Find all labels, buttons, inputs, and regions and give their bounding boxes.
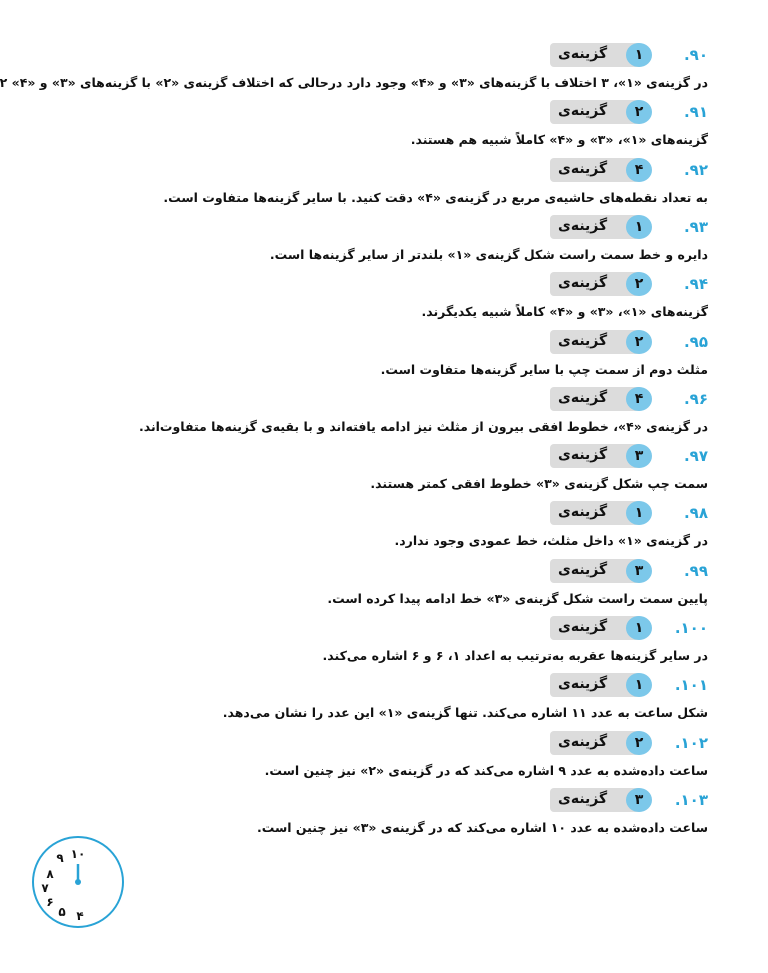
- option-badge: [550, 215, 650, 239]
- option-badge-label: گزینه‌ی: [558, 390, 608, 406]
- clock-numeral-8: ۸: [46, 867, 54, 881]
- option-number: ۴: [626, 158, 652, 182]
- option-number: ۲: [626, 731, 652, 755]
- option-badge-label: گزینه‌ی: [558, 46, 608, 62]
- answer-header: [550, 730, 708, 756]
- answer-header: [550, 500, 708, 526]
- option-badge: [550, 43, 650, 67]
- answer-explanation: سمت چپ شکل گزینه‌ی «۳» خطوط افقی کمتر هستند.: [370, 476, 708, 491]
- option-number: ۱: [626, 673, 652, 697]
- clock-numeral-6: ۶: [46, 895, 54, 909]
- answer-explanation: در سایر گزینه‌ها عقربه به‌ترتیب به اعداد ۱، ۶ و ۶ اشاره می‌کند.: [322, 648, 708, 663]
- option-badge-label: گزینه‌ی: [558, 791, 608, 807]
- option-badge: [550, 272, 650, 296]
- question-number: .۹۱: [683, 103, 708, 121]
- answer-header: [550, 787, 708, 813]
- answer-header: [550, 157, 708, 183]
- answer-explanation: دایره و خط سمت راست شکل گزینه‌ی «۱» بلندتر از سایر گزینه‌ها است.: [269, 247, 708, 262]
- answer-explanation: شکل ساعت به عدد ۱۱ اشاره می‌کند. تنها گزینه‌ی «۱» این عدد را نشان می‌دهد.: [222, 705, 708, 720]
- question-number: .۱۰۳: [674, 791, 708, 809]
- answer-explanation: ساعت داده‌شده به عدد ۱۰ اشاره می‌کند که در گزینه‌ی «۳» نیز چنین است.: [257, 820, 708, 835]
- answer-header: [550, 615, 708, 641]
- option-badge-label: گزینه‌ی: [558, 103, 608, 119]
- answer-explanation: در گزینه‌ی «۱» داخل مثلث، خط عمودی وجود ندارد.: [394, 533, 708, 548]
- option-number: ۱: [626, 616, 652, 640]
- answer-header: [550, 443, 708, 469]
- clock-center: [75, 879, 81, 885]
- clock-figure: [30, 834, 126, 930]
- answer-header: [550, 42, 708, 68]
- clock-numeral-10: ۱۰: [70, 847, 86, 861]
- question-number: .۹۹: [683, 562, 708, 580]
- question-number: .۹۶: [683, 390, 708, 408]
- option-number: ۲: [626, 100, 652, 124]
- answer-explanation: گزینه‌های «۱»، «۳» و «۴» کاملاً شبیه یکدیگرند.: [421, 304, 708, 319]
- question-number: .۹۴: [683, 275, 708, 293]
- option-badge-label: گزینه‌ی: [558, 676, 608, 692]
- option-badge: [550, 501, 650, 525]
- question-number: .۹۵: [683, 333, 708, 351]
- option-badge: [550, 616, 650, 640]
- option-number: ۱: [626, 501, 652, 525]
- question-number: .۹۷: [683, 447, 708, 465]
- question-number: .۹۰: [683, 46, 708, 64]
- answer-header: [550, 386, 708, 412]
- answer-explanation: به تعداد نقطه‌های حاشیه‌ی مربع در گزینه‌ی «۴» دقت کنید. با سایر گزینه‌ها متفاوت است.: [163, 190, 708, 205]
- option-number: ۱: [626, 43, 652, 67]
- option-badge: [550, 158, 650, 182]
- option-badge-label: گزینه‌ی: [558, 275, 608, 291]
- answer-header: [550, 99, 708, 125]
- question-number: .۹۲: [683, 161, 708, 179]
- answer-header: [550, 214, 708, 240]
- question-number: .۹۸: [683, 504, 708, 522]
- answer-explanation: پایین سمت راست شکل گزینه‌ی «۳» خط ادامه پیدا کرده است.: [327, 591, 708, 606]
- clock-numeral-7: ۷: [41, 881, 49, 895]
- answer-explanation: گزینه‌های «۱»، «۳» و «۴» کاملاً شبیه هم هستند.: [410, 132, 708, 147]
- question-number: .۱۰۲: [674, 734, 708, 752]
- option-badge-label: گزینه‌ی: [558, 218, 608, 234]
- question-number: .۹۳: [683, 218, 708, 236]
- answer-header: [550, 329, 708, 355]
- answer-explanation: ساعت داده‌شده به عدد ۹ اشاره می‌کند که در گزینه‌ی «۲» نیز چنین است.: [264, 763, 708, 778]
- clock-numeral-9: ۹: [56, 851, 64, 865]
- option-number: ۳: [626, 788, 652, 812]
- option-number: ۳: [626, 444, 652, 468]
- option-number: ۲: [626, 272, 652, 296]
- clock-numeral-5: ۵: [58, 905, 66, 919]
- option-badge-label: گزینه‌ی: [558, 504, 608, 520]
- clock-numeral-4: ۴: [76, 909, 84, 923]
- option-number: ۱: [626, 215, 652, 239]
- option-badge: [550, 788, 650, 812]
- option-number: ۲: [626, 330, 652, 354]
- option-badge-label: گزینه‌ی: [558, 333, 608, 349]
- answer-explanation: در گزینه‌ی «۱»، ۳ اختلاف با گزینه‌های «۳» و «۴» وجود دارد درحالی که اختلاف گزینه‌ی «۲» با گزینه‌های «۳» و «۴» ۲: [0, 75, 708, 90]
- option-badge: [550, 731, 650, 755]
- option-badge-label: گزینه‌ی: [558, 619, 608, 635]
- option-badge: [550, 330, 650, 354]
- option-badge: [550, 100, 650, 124]
- option-badge-label: گزینه‌ی: [558, 562, 608, 578]
- option-badge: [550, 559, 650, 583]
- answer-explanation: مثلث دوم از سمت چپ با سایر گزینه‌ها متفاوت است.: [380, 362, 708, 377]
- answer-explanation: در گزینه‌ی «۴»، خطوط افقی بیرون از مثلث نیز ادامه یافته‌اند و با بقیه‌ی گزینه‌ها متفاوت‌اند.: [138, 419, 708, 434]
- option-badge: [550, 387, 650, 411]
- option-badge: [550, 673, 650, 697]
- answer-header: [550, 558, 708, 584]
- question-number: .۱۰۰: [674, 619, 708, 637]
- option-number: ۳: [626, 559, 652, 583]
- answer-header: [550, 672, 708, 698]
- option-badge-label: گزینه‌ی: [558, 447, 608, 463]
- option-badge: [550, 444, 650, 468]
- option-number: ۴: [626, 387, 652, 411]
- answer-header: [550, 271, 708, 297]
- question-number: .۱۰۱: [674, 676, 708, 694]
- option-badge-label: گزینه‌ی: [558, 161, 608, 177]
- option-badge-label: گزینه‌ی: [558, 734, 608, 750]
